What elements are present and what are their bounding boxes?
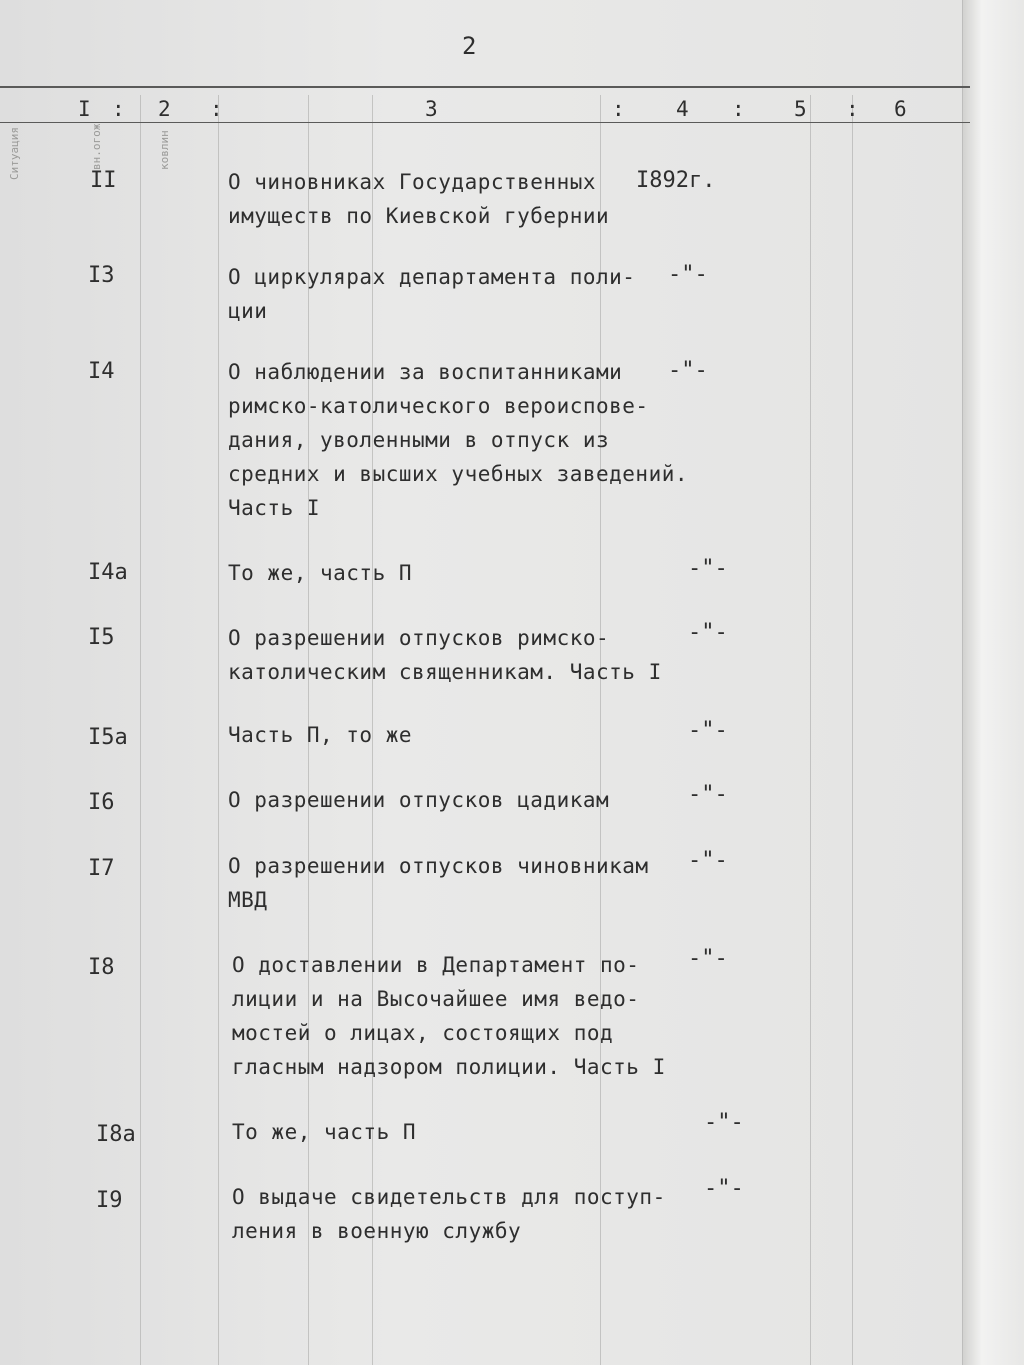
page-number: 2 (462, 32, 477, 60)
column-header: : (112, 97, 125, 121)
entry-date: -"- (668, 358, 708, 383)
column-header: 5 (794, 97, 807, 121)
entry-date: I892г. (636, 168, 716, 193)
entry-date: -"- (688, 620, 728, 645)
column-rule (852, 95, 853, 1365)
entry-code: I5 (88, 625, 115, 650)
header-rule-top (0, 86, 970, 88)
entry-title: О разрешении отпусков цадикам (228, 788, 610, 812)
entry-code: I8а (96, 1122, 136, 1147)
column-rule (810, 95, 811, 1365)
column-header: 2 (158, 97, 171, 121)
entry-title: О выдаче свидетельств для поступ- ления в военную службу (232, 1185, 666, 1243)
entry-date: -"- (704, 1110, 744, 1135)
column-rule (140, 95, 141, 1365)
entry-code: I6 (88, 790, 115, 815)
entry-code: I7 (88, 856, 115, 881)
column-header: 3 (425, 97, 438, 121)
column-rule (218, 95, 219, 1365)
column-header: : (612, 97, 625, 121)
column-header: I (78, 97, 91, 121)
entry-title: О наблюдении за воспитанниками римско-католического вероиспове- дания, уволенными в отпуск из средних и высших учебных заведений. Часть I (228, 360, 689, 520)
entry-code: I5а (88, 725, 128, 750)
entry-title: О циркулярах департамента поли- ции (228, 265, 636, 323)
column-header: : (846, 97, 859, 121)
entry-title: То же, часть П (232, 1120, 417, 1144)
entry-date: -"- (704, 1176, 744, 1201)
entry-title: О чиновниках Государственных имуществ по Киевской губернии (228, 170, 610, 228)
page-edge (962, 0, 1024, 1365)
entry-date: -"- (688, 848, 728, 873)
entry-title: О разрешении отпусков чиновникам МВД (228, 854, 649, 912)
column-header: : (732, 97, 745, 121)
entry-title: Часть П, то же (228, 723, 413, 747)
entry-title: О разрешении отпусков римско- католическим священникам. Часть I (228, 626, 662, 684)
entry-code: I8 (88, 955, 115, 980)
column-header: 6 (894, 97, 907, 121)
entry-code: I4 (88, 359, 115, 384)
entry-title: То же, часть П (228, 561, 413, 585)
entry-date: -"- (688, 556, 728, 581)
header-rule-bottom (0, 122, 970, 123)
entry-date: -"- (688, 946, 728, 971)
entry-date: -"- (688, 782, 728, 807)
entry-code: II (90, 168, 117, 193)
entry-title: О доставлении в Департамент по- лиции и на Высочайшее имя ведо- мостей о лицах, состоящих под гласным надзором полиции. Часть I (232, 953, 666, 1079)
entry-code: I4а (88, 560, 128, 585)
entry-date: -"- (668, 262, 708, 287)
entry-code: I9 (96, 1188, 123, 1213)
column-header: : (210, 97, 223, 121)
entry-date: -"- (688, 718, 728, 743)
entry-code: I3 (88, 263, 115, 288)
column-header: 4 (676, 97, 689, 121)
